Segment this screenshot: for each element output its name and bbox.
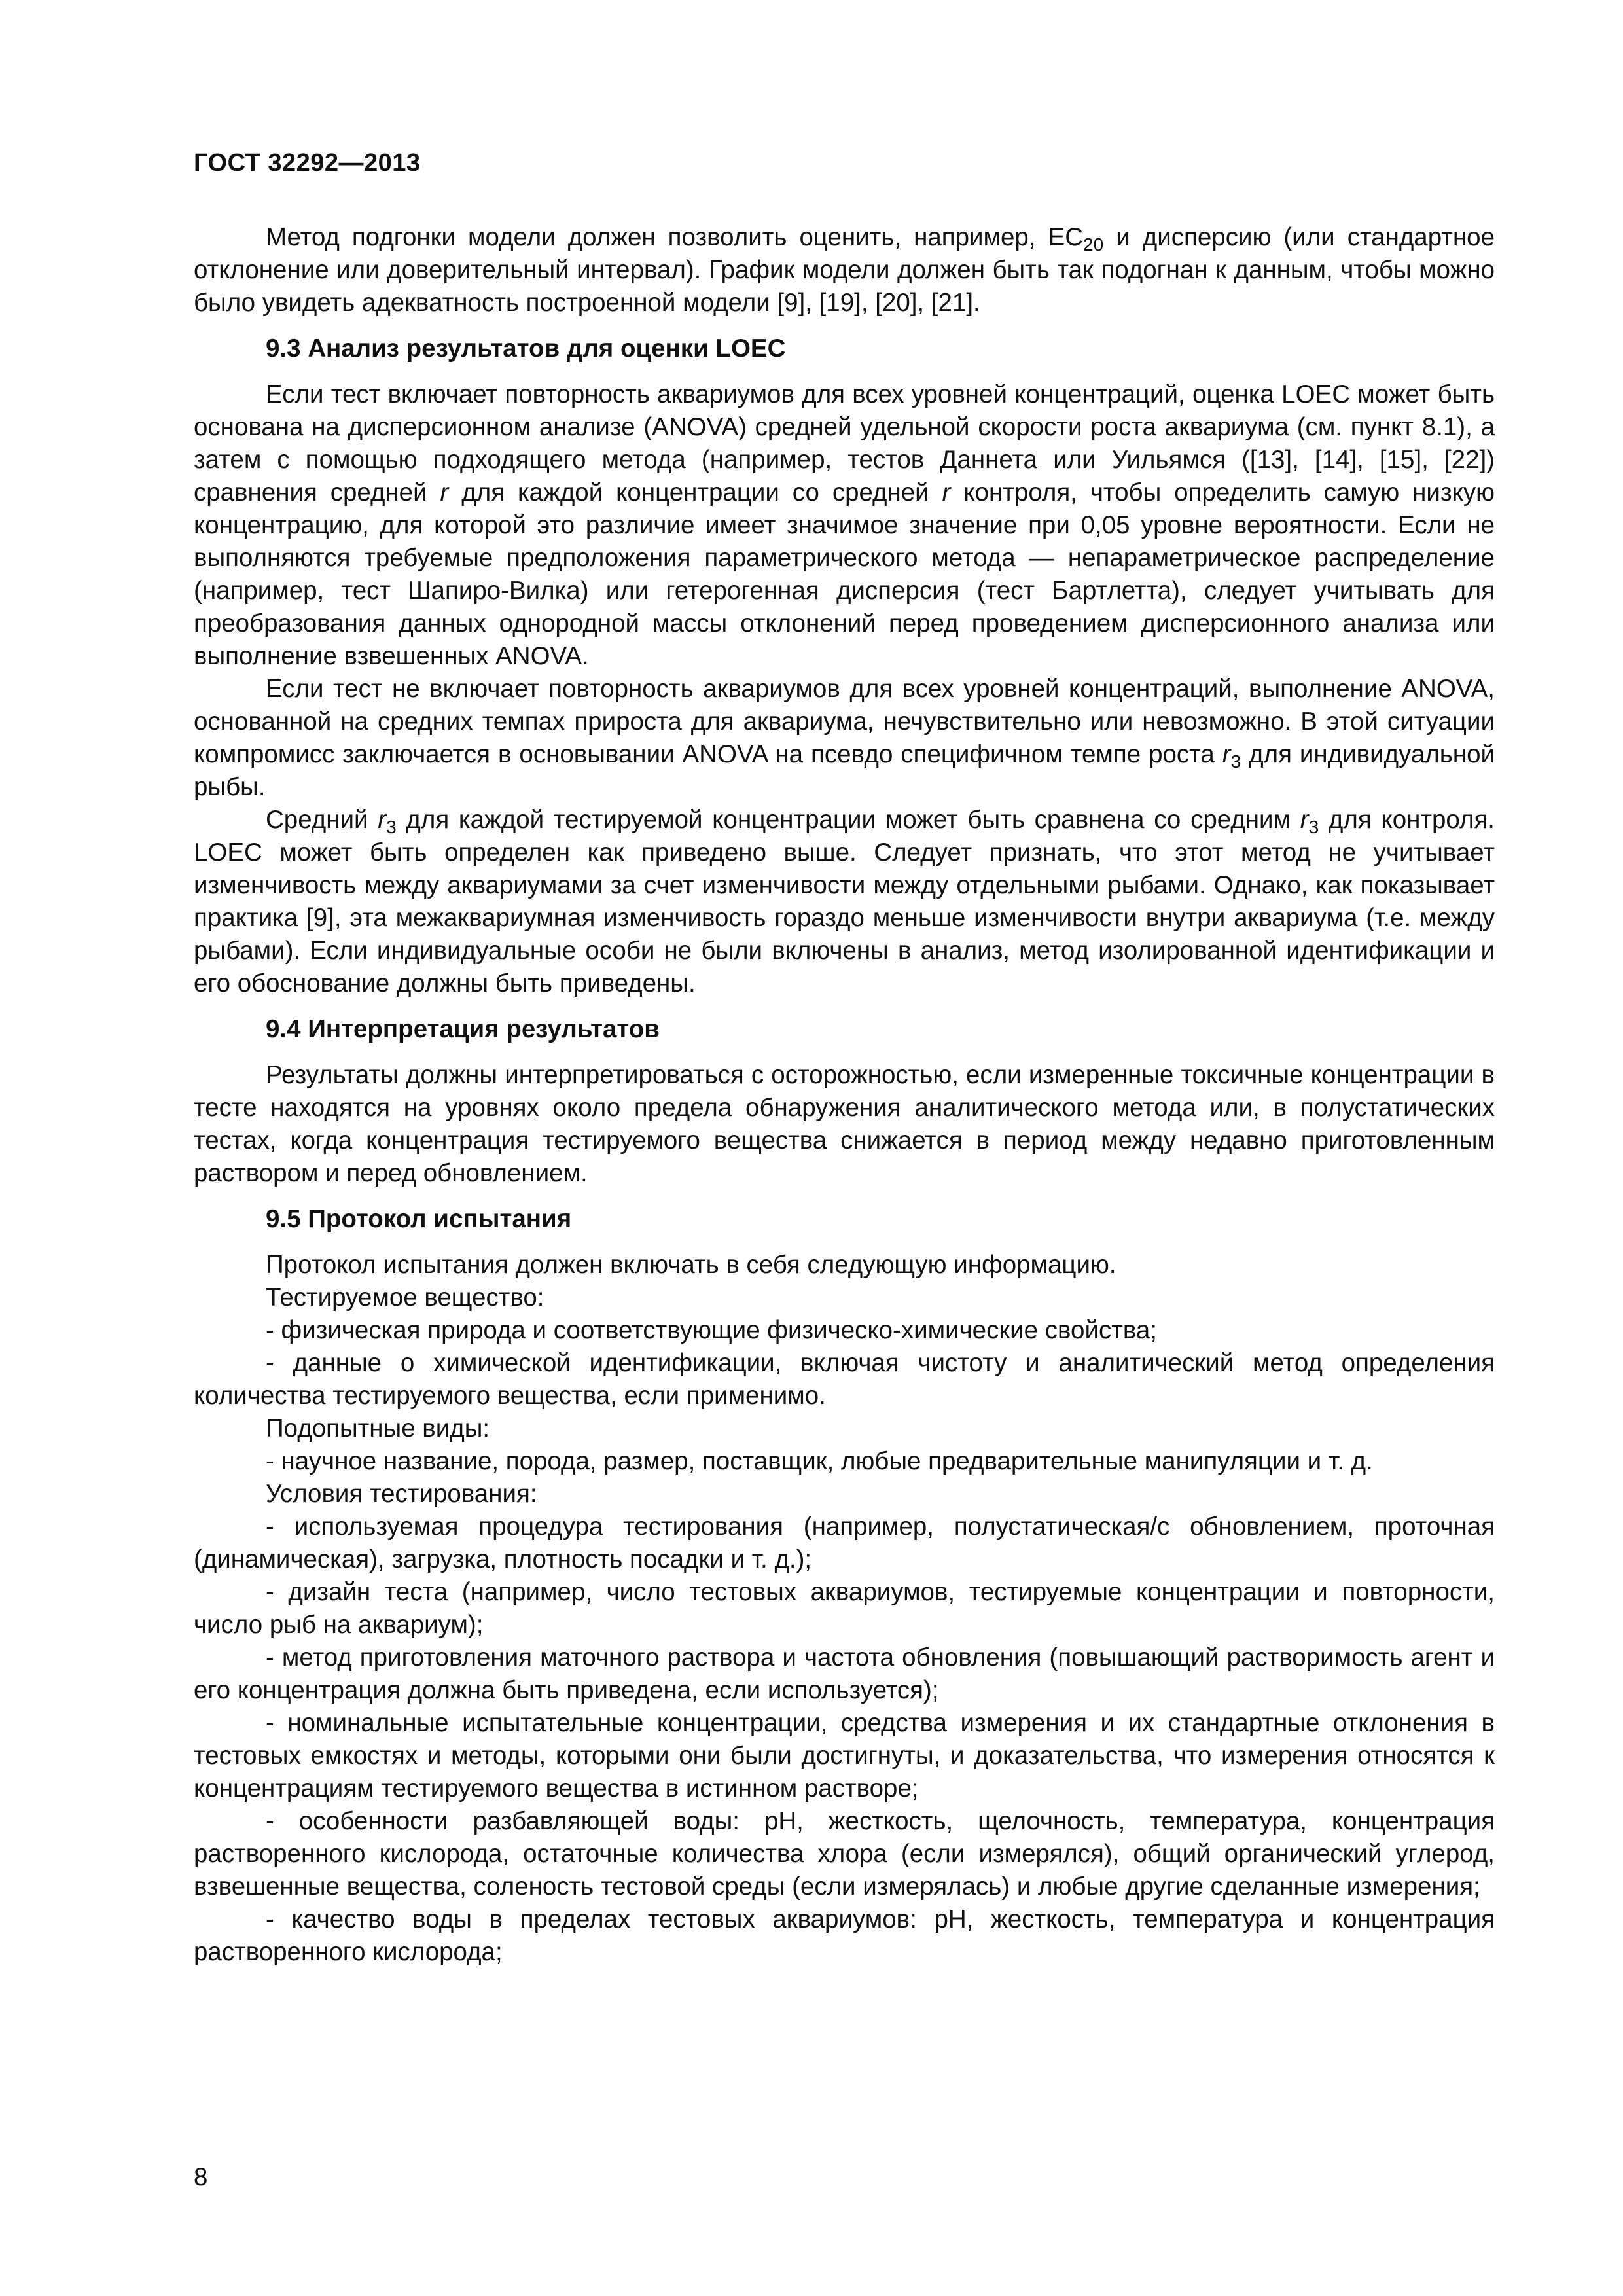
section-9-5-heading: 9.5 Протокол испытания <box>266 1205 572 1233</box>
list-item: - данные о химической идентификации, включая чистоту и аналитический метод определения количества тестируемого вещества, если применимо. <box>194 1349 1495 1410</box>
section-9-3-heading: 9.3 Анализ результатов для оценки LOEC <box>266 334 786 363</box>
group-heading-substance: Тестируемое вещество: <box>266 1283 544 1312</box>
list-item: - физическая природа и соответствующие физическо-химические свойства; <box>266 1316 1157 1344</box>
section-9-3-paragraph-2: Если тест не включает повторность аквариумов для всех уровней концентраций, выполнение ANOVA, основанной на средних темпах прироста для аквариума, нечувствительно или невозможно. В этой ситуации компромисс заключается в основывании ANOVA на псевдо специфичном темпе роста $r_3$ для индивидуальной рыбы. <box>194 675 1495 801</box>
list-item: - метод приготовления маточного раствора и частота обновления (повышающий растворимость агент и его концентрация должна быть приведена, если используется); <box>194 1643 1495 1704</box>
list-item: - качество воды в пределах тестовых аквариумов: pH, жесткость, температура и концентрация растворенного кислорода; <box>194 1905 1495 1966</box>
page-number: 8 <box>194 2163 208 2191</box>
page-content <box>194 221 1495 1969</box>
group-heading-species: Подопытные виды: <box>266 1414 490 1443</box>
section-9-3-paragraph-3: Средний $r_3$ для каждой тестируемой концентрации может быть сравнена со средним $r_3$ для контроля. LOEC может быть определен как приведено выше. Следует признать, что этот метод не учитывает изменчивость между аквариумами за счет изменчивости между отдельными рыбами. Однако, как показывает практика [9], эта межаквариумная изменчивость гораздо меньше изменчивости внутри аквариума (т.е. между рыбами). Если индивидуальные особи не были включены в анализ, метод изолированной идентификации и его обоснование должны быть приведены. <box>194 806 1495 997</box>
section-9-4-paragraph: Результаты должны интерпретироваться с осторожностью, если измеренные токсичные концентрации в тесте находятся на уровнях около предела обнаружения аналитического метода или, в полустатических тестах, когда концентрация тестируемого вещества снижается в период между недавно приготовленным раствором и перед обновлением. <box>194 1061 1495 1187</box>
section-9-3-paragraph-1: Если тест включает повторность аквариумов для всех уровней концентраций, оценка LOEC может быть основана на дисперсионном анализе (ANOVA) средней удельной скорости роста аквариума (см. пункт 8.1), а затем с помощью подходящего метода (например, тестов Даннета или Уильямся ([13], [14], [15], [22]) сравнения средней r для каждой концентрации со средней r контроля, чтобы определить самую низкую концентрацию, для которой это различие имеет значимое значение при 0,05 уровне вероятности. Если не выполняются требуемые предположения параметрического метода — непараметрическое распределение (например, тест Шапиро-Вилка) или гетерогенная дисперсия (тест Бартлетта), следует учитывать для преобразования данных однородной массы отклонений перед проведением дисперсионного анализа или выполнение взвешенных ANOVA. <box>194 380 1495 670</box>
document-header: ГОСТ 32292—2013 <box>194 149 421 177</box>
intro-paragraph: Метод подгонки модели должен позволить оценить, например, $ЕС_{20}$ и дисперсию (или стандартное отклонение или доверительный интервал). График модели должен быть так подогнан к данным, чтобы можно было увидеть адекватность построенной модели [9], [19], [20], [21]. <box>194 223 1495 317</box>
list-item: - используемая процедура тестирования (например, полустатическая/с обновлением, проточная (динамическая), загрузка, плотность посадки и т. д.); <box>194 1513 1495 1573</box>
list-item: - дизайн теста (например, число тестовых аквариумов, тестируемые концентрации и повторности, число рыб на аквариум); <box>194 1578 1495 1639</box>
group-heading-conditions: Условия тестирования: <box>266 1480 537 1508</box>
section-9-5-intro: Протокол испытания должен включать в себя следующую информацию. <box>266 1251 1116 1279</box>
list-item: - номинальные испытательные концентрации, средства измерения и их стандартные отклонения в тестовых емкостях и методы, которыми они были достигнуты, и доказательства, что измерения относятся к концентрациям тестируемого вещества в истинном растворе; <box>194 1709 1495 1803</box>
list-item: - научное название, порода, размер, поставщик, любые предварительные манипуляции и т. д. <box>266 1447 1373 1475</box>
section-9-4-heading: 9.4 Интерпретация результатов <box>266 1015 660 1043</box>
list-item: - особенности разбавляющей воды: pH, жесткость, щелочность, температура, концентрация растворенного кислорода, остаточные количества хлора (если измерялся), общий органический углерод, взвешенные вещества, соленость тестовой среды (если измерялась) и любые другие сделанные измерения; <box>194 1807 1495 1901</box>
